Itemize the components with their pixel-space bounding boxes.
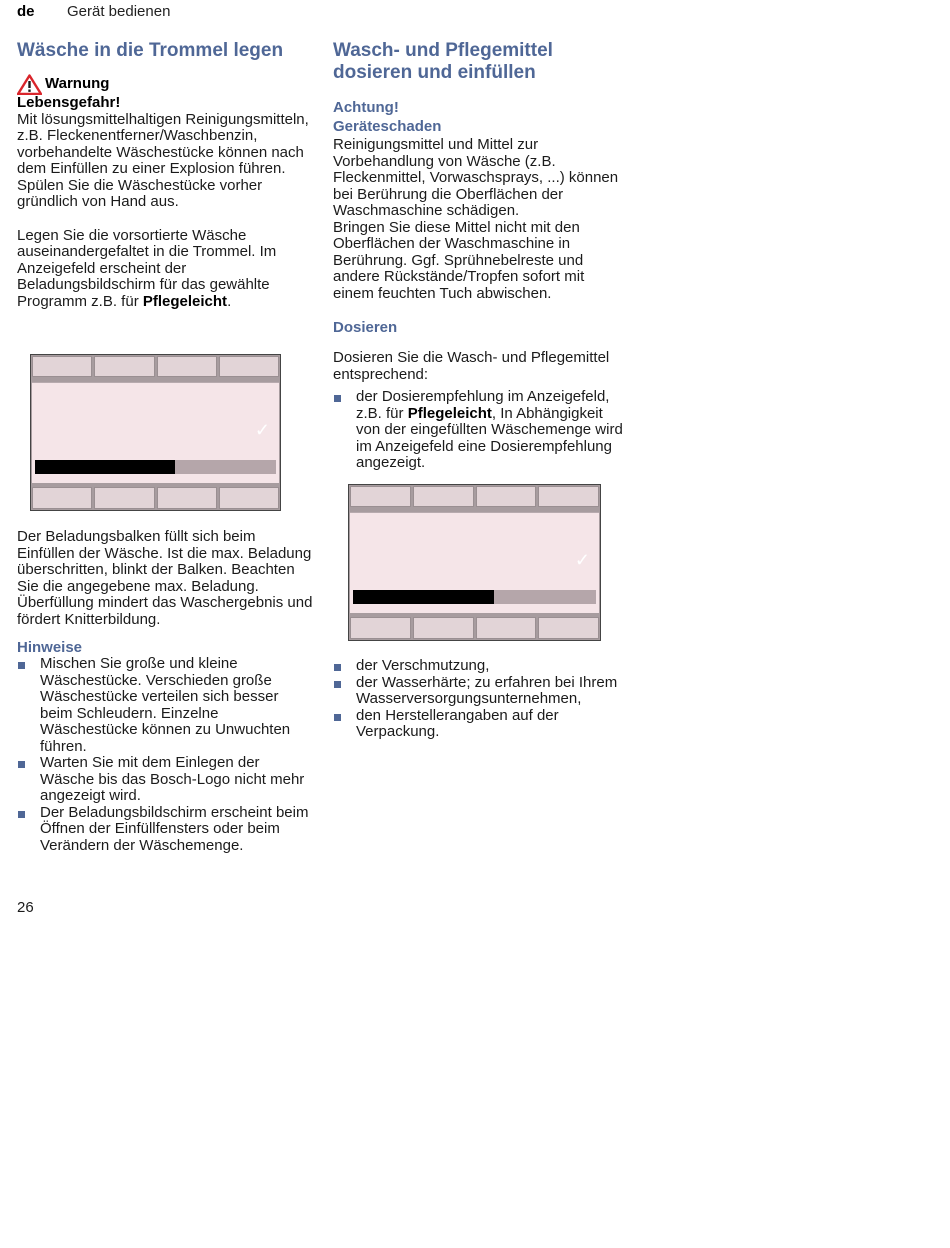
display-button[interactable] — [219, 356, 279, 377]
warning-text-2: Spülen Sie die Wäschestücke vorher gründlich von Hand aus. — [17, 176, 263, 210]
caution-heading: Geräteschaden — [333, 118, 442, 135]
check-icon: ✓ — [254, 420, 270, 440]
right-column — [333, 40, 623, 472]
page-header — [17, 3, 171, 21]
warning-title — [17, 74, 313, 95]
display-button[interactable] — [157, 356, 217, 377]
dose-list-2 — [333, 658, 623, 741]
caution-text: Reinigungsmittel und Mittel zur Vorbehandlung von Wäsche (z.B. Fleckenmittel, Vorwaschsprays, ...) können bei Berührung die Oberflächen der Waschmaschine schädigen. — [333, 136, 619, 219]
display-button[interactable] — [94, 487, 154, 509]
right-column-lower — [333, 658, 623, 741]
display-button[interactable] — [538, 486, 599, 507]
left-title: Wäsche in die Trommel legen — [17, 40, 284, 61]
list-item: Der Beladungsbildschirm erscheint beim Öffnen der Einfüllfensters oder beim Verändern der Wäschemenge. — [17, 805, 313, 855]
display-button[interactable] — [219, 487, 279, 509]
display-button[interactable] — [476, 617, 537, 639]
warning-label: Warnung — [45, 75, 110, 93]
list-item: den Herstellerangaben auf der Verpackung. — [333, 708, 623, 741]
display-button[interactable] — [94, 356, 154, 377]
display-screen — [350, 512, 599, 613]
check-icon: ✓ — [574, 550, 590, 570]
display-button[interactable] — [413, 486, 474, 507]
warning-block — [17, 74, 313, 211]
load-bar-fill — [353, 590, 494, 604]
language-code: de — [17, 3, 35, 20]
right-title: Wasch- und Pflegemittel dosieren und einfüllen — [333, 40, 553, 83]
warning-text: Mit lösungsmittelhaltigen Reinigungsmitteln, z.B. Fleckenentferner/Waschbenzin, vorbehandelte Wäschestücke können nach dem Einfüllen zu einer Explosion führen. — [17, 110, 309, 177]
load-bar-description: Der Beladungsbalken füllt sich beim Einfüllen der Wäsche. Ist die max. Beladung überschritten, blinkt der Balken. Beachten Sie die angegebene max. Beladung. Überfüllung mindert das Waschergebnis und fördert Knitterbildung. — [17, 528, 313, 628]
hints-title: Hinweise — [17, 639, 83, 656]
display-button[interactable] — [538, 617, 599, 639]
program-name: Pflegeleicht — [407, 404, 492, 422]
display-button[interactable] — [32, 356, 92, 377]
load-bar — [35, 460, 276, 474]
caution-text-2: Bringen Sie diese Mittel nicht mit den Oberflächen der Waschmaschine in Berührung. Ggf. Sprühnebelreste und andere Rückstände/Tropfen sofort mit einem feuchten Tuch abwischen. — [333, 218, 585, 302]
load-bar — [353, 590, 596, 604]
list-item: Mischen Sie große und kleine Wäschestücke. Verschieden große Wäschestücke verteilen sich besser beim Schleudern. Einzelne Wäschestücke können zu Unwuchten führen. — [17, 656, 313, 755]
list-item: der Wasserhärte; zu erfahren bei Ihrem Wasserversorgungsunternehmen, — [333, 675, 623, 708]
display-top-buttons — [350, 486, 599, 507]
left-column-lower — [17, 529, 313, 854]
display-button[interactable] — [350, 617, 411, 639]
list-item: der Verschmutzung, — [333, 658, 623, 675]
display-screen — [32, 382, 279, 483]
list-item: der Dosierempfehlung im Anzeigefeld, z.B. für Pflegeleicht, In Abhängigkeit von der eingefüllten Wäschemenge wird im Anzeigefeld eine Dosierempfehlung angezeigt. — [333, 389, 623, 472]
page-number: 26 — [17, 899, 34, 916]
display-top-buttons — [32, 356, 279, 377]
dose-title: Dosieren — [333, 319, 398, 336]
caution-label: Achtung! — [333, 99, 399, 116]
display-bottom-buttons — [350, 617, 599, 639]
display-button[interactable] — [32, 487, 92, 509]
display-button[interactable] — [350, 486, 411, 507]
dose-list-1 — [333, 389, 623, 472]
warning-icon — [17, 74, 42, 95]
display-button[interactable] — [413, 617, 474, 639]
load-bar-fill — [35, 460, 175, 474]
list-item: Warten Sie mit dem Einlegen der Wäsche bis das Bosch-Logo nicht mehr angezeigt wird. — [17, 755, 313, 805]
left-column — [17, 40, 313, 310]
warning-heading: Lebensgefahr! — [17, 94, 121, 111]
load-display — [30, 354, 281, 511]
display-bottom-buttons — [32, 487, 279, 509]
section-title: Gerät bedienen — [67, 3, 171, 20]
display-button[interactable] — [157, 487, 217, 509]
program-name: Pflegeleicht — [142, 292, 228, 310]
load-intro: Legen Sie die vorsortierte Wäsche auseinandergefaltet in die Trommel. Im Anzeigefeld erscheint der Beladungsbildschirm für das gewählte Programm z.B. für Pflegeleicht. — [17, 226, 277, 310]
display-button[interactable] — [476, 486, 537, 507]
hints-list — [17, 656, 313, 854]
dose-intro: Dosieren Sie die Wasch- und Pflegemittel entsprechend: — [333, 349, 610, 383]
dose-display — [348, 484, 601, 641]
